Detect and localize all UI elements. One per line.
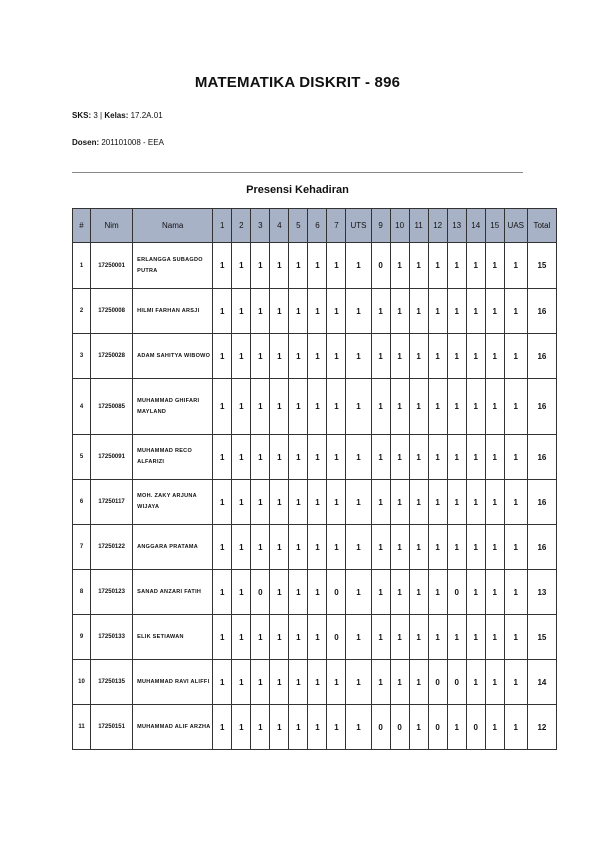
row-number: 10 (73, 660, 91, 705)
table-row (73, 379, 557, 435)
attendance-mark: 1 (447, 289, 466, 334)
attendance-mark: 1 (390, 379, 409, 435)
attendance-mark: 1 (232, 480, 251, 525)
attendance-mark: 1 (409, 435, 428, 480)
attendance-mark: 1 (428, 243, 447, 289)
attendance-mark: 1 (270, 525, 289, 570)
student-nim: 17250028 (91, 334, 133, 379)
attendance-mark: 1 (289, 615, 308, 660)
attendance-mark: 1 (251, 243, 270, 289)
student-nim: 17250091 (91, 435, 133, 480)
column-header: 7 (327, 209, 346, 243)
attendance-mark: 1 (371, 480, 390, 525)
student-name: MUHAMMAD RECO ALFARIZI (133, 435, 213, 480)
attendance-mark: 1 (409, 379, 428, 435)
attendance-mark: 1 (232, 334, 251, 379)
attendance-mark: 1 (447, 334, 466, 379)
attendance-mark: 1 (447, 379, 466, 435)
attendance-mark: 1 (327, 705, 346, 750)
attendance-mark: 1 (485, 705, 504, 750)
column-header: 13 (447, 209, 466, 243)
attendance-total: 16 (527, 334, 556, 379)
attendance-mark: 1 (371, 615, 390, 660)
attendance-mark: 1 (213, 525, 232, 570)
attendance-mark: 1 (232, 705, 251, 750)
attendance-mark: 1 (232, 570, 251, 615)
attendance-mark: 1 (289, 480, 308, 525)
attendance-mark: 1 (409, 334, 428, 379)
student-nim: 17250085 (91, 379, 133, 435)
attendance-mark: 1 (213, 334, 232, 379)
kelas-label: Kelas: (104, 111, 129, 120)
attendance-mark: 1 (346, 615, 371, 660)
attendance-mark: 1 (409, 615, 428, 660)
attendance-mark: 1 (308, 379, 327, 435)
table-row (73, 289, 557, 334)
student-name: ERLANGGA SUBAGDO PUTRA (133, 243, 213, 289)
table-row (73, 615, 557, 660)
column-header: 5 (289, 209, 308, 243)
attendance-mark: 1 (289, 379, 308, 435)
attendance-mark: 0 (371, 705, 390, 750)
attendance-mark: 1 (213, 570, 232, 615)
attendance-mark: 1 (466, 660, 485, 705)
page-title: MATEMATIKA DISKRIT - 896 (194, 74, 401, 91)
attendance-mark: 1 (390, 480, 409, 525)
table-row (73, 243, 557, 289)
attendance-mark: 1 (390, 435, 409, 480)
attendance-mark: 1 (289, 435, 308, 480)
attendance-mark: 1 (346, 660, 371, 705)
row-number: 8 (73, 570, 91, 615)
column-header: 9 (371, 209, 390, 243)
attendance-mark: 1 (447, 435, 466, 480)
dosen-label: Dosen: (72, 138, 100, 147)
attendance-mark: 1 (251, 379, 270, 435)
attendance-mark: 0 (390, 705, 409, 750)
attendance-mark: 1 (409, 480, 428, 525)
attendance-mark: 1 (466, 379, 485, 435)
student-name: ANGGARA PRATAMA (133, 525, 213, 570)
attendance-mark: 0 (447, 570, 466, 615)
attendance-mark: 1 (371, 525, 390, 570)
attendance-mark: 1 (504, 660, 527, 705)
attendance-mark: 1 (371, 435, 390, 480)
attendance-mark: 1 (251, 660, 270, 705)
attendance-mark: 1 (232, 379, 251, 435)
attendance-mark: 1 (308, 289, 327, 334)
student-nim: 17250151 (91, 705, 133, 750)
attendance-mark: 1 (251, 334, 270, 379)
attendance-mark: 1 (409, 705, 428, 750)
attendance-mark: 1 (346, 570, 371, 615)
attendance-mark: 1 (390, 525, 409, 570)
row-number: 5 (73, 435, 91, 480)
course-info (72, 111, 163, 120)
attendance-total: 15 (527, 243, 556, 289)
attendance-mark: 1 (371, 334, 390, 379)
attendance-mark: 1 (466, 525, 485, 570)
attendance-mark: 1 (213, 705, 232, 750)
attendance-mark: 1 (346, 289, 371, 334)
sks-value: 3 (93, 111, 98, 120)
attendance-mark: 1 (409, 570, 428, 615)
attendance-mark: 1 (466, 334, 485, 379)
attendance-mark: 0 (466, 705, 485, 750)
attendance-mark: 1 (251, 615, 270, 660)
attendance-mark: 0 (327, 570, 346, 615)
attendance-mark: 1 (428, 435, 447, 480)
attendance-mark: 1 (270, 334, 289, 379)
attendance-mark: 1 (371, 660, 390, 705)
attendance-mark: 1 (270, 570, 289, 615)
attendance-mark: 1 (447, 480, 466, 525)
attendance-mark: 1 (390, 289, 409, 334)
attendance-mark: 1 (390, 660, 409, 705)
column-header: 15 (485, 209, 504, 243)
attendance-mark: 1 (232, 525, 251, 570)
attendance-mark: 1 (428, 570, 447, 615)
attendance-mark: 1 (485, 525, 504, 570)
attendance-mark: 1 (346, 525, 371, 570)
column-header: Nama (133, 209, 213, 243)
student-nim: 17250133 (91, 615, 133, 660)
attendance-mark: 1 (270, 660, 289, 705)
attendance-mark: 1 (308, 705, 327, 750)
attendance-mark: 1 (232, 435, 251, 480)
attendance-mark: 1 (485, 660, 504, 705)
attendance-mark: 1 (213, 435, 232, 480)
separator: | (100, 111, 103, 120)
attendance-mark: 1 (504, 289, 527, 334)
attendance-mark: 1 (232, 660, 251, 705)
attendance-mark: 1 (270, 243, 289, 289)
attendance-mark: 1 (232, 615, 251, 660)
attendance-mark: 1 (504, 435, 527, 480)
student-name: ELIK SETIAWAN (133, 615, 213, 660)
attendance-mark: 0 (371, 243, 390, 289)
attendance-mark: 1 (251, 289, 270, 334)
column-header: 3 (251, 209, 270, 243)
column-header: UAS (504, 209, 527, 243)
attendance-mark: 1 (308, 435, 327, 480)
kelas-value: 17.2A.01 (130, 111, 163, 120)
attendance-mark: 1 (346, 243, 371, 289)
student-name: MOH. ZAKY ARJUNA WIJAYA (133, 480, 213, 525)
student-nim: 17250122 (91, 525, 133, 570)
attendance-mark: 1 (428, 480, 447, 525)
student-name: MUHAMMAD GHIFARI MAYLAND (133, 379, 213, 435)
attendance-mark: 1 (308, 570, 327, 615)
attendance-mark: 1 (270, 379, 289, 435)
attendance-mark: 1 (213, 660, 232, 705)
attendance-mark: 0 (428, 660, 447, 705)
student-name: HILMI FARHAN ARSJI (133, 289, 213, 334)
attendance-mark: 1 (213, 615, 232, 660)
section-title: Presensi Kehadiran (246, 184, 349, 196)
attendance-mark: 1 (409, 289, 428, 334)
attendance-mark: 1 (390, 243, 409, 289)
attendance-mark: 1 (485, 379, 504, 435)
attendance-mark: 1 (251, 480, 270, 525)
attendance-mark: 1 (270, 480, 289, 525)
attendance-mark: 1 (504, 525, 527, 570)
attendance-mark: 1 (447, 615, 466, 660)
student-name: SANAD ANZARI FATIH (133, 570, 213, 615)
attendance-mark: 1 (447, 525, 466, 570)
attendance-mark: 1 (327, 334, 346, 379)
attendance-mark: 1 (485, 435, 504, 480)
row-number: 2 (73, 289, 91, 334)
attendance-mark: 1 (213, 243, 232, 289)
attendance-mark: 1 (428, 525, 447, 570)
row-number: 1 (73, 243, 91, 289)
attendance-mark: 1 (346, 705, 371, 750)
attendance-mark: 1 (504, 615, 527, 660)
attendance-mark: 1 (346, 480, 371, 525)
attendance-mark: 1 (270, 615, 289, 660)
attendance-total: 16 (527, 379, 556, 435)
attendance-mark: 1 (390, 334, 409, 379)
attendance-mark: 1 (308, 243, 327, 289)
column-header: 4 (270, 209, 289, 243)
attendance-mark: 1 (289, 289, 308, 334)
attendance-mark: 1 (270, 435, 289, 480)
attendance-mark: 1 (466, 570, 485, 615)
attendance-mark: 1 (485, 570, 504, 615)
attendance-total: 16 (527, 525, 556, 570)
attendance-mark: 0 (251, 570, 270, 615)
row-number: 11 (73, 705, 91, 750)
attendance-mark: 1 (371, 379, 390, 435)
attendance-mark: 1 (409, 525, 428, 570)
attendance-mark: 1 (289, 243, 308, 289)
attendance-mark: 1 (327, 243, 346, 289)
attendance-total: 16 (527, 480, 556, 525)
divider (72, 172, 523, 173)
attendance-mark: 1 (346, 334, 371, 379)
dosen-value: 201101008 - EEA (101, 138, 164, 147)
column-header: Total (527, 209, 556, 243)
attendance-mark: 1 (289, 570, 308, 615)
attendance-mark: 1 (289, 525, 308, 570)
column-header: 2 (232, 209, 251, 243)
attendance-mark: 1 (504, 379, 527, 435)
attendance-mark: 1 (346, 379, 371, 435)
attendance-mark: 1 (447, 705, 466, 750)
attendance-mark: 1 (232, 243, 251, 289)
attendance-mark: 1 (485, 334, 504, 379)
student-nim: 17250135 (91, 660, 133, 705)
attendance-mark: 0 (447, 660, 466, 705)
attendance-mark: 1 (466, 243, 485, 289)
attendance-mark: 1 (428, 289, 447, 334)
column-header: 1 (213, 209, 232, 243)
attendance-mark: 1 (308, 660, 327, 705)
student-name: MUHAMMAD RAVI ALIFFI (133, 660, 213, 705)
attendance-mark: 1 (327, 435, 346, 480)
attendance-mark: 1 (213, 480, 232, 525)
attendance-mark: 1 (485, 243, 504, 289)
attendance-mark: 1 (251, 525, 270, 570)
attendance-total: 12 (527, 705, 556, 750)
attendance-mark: 1 (428, 615, 447, 660)
table-row (73, 525, 557, 570)
row-number: 9 (73, 615, 91, 660)
attendance-mark: 1 (308, 615, 327, 660)
row-number: 4 (73, 379, 91, 435)
column-header: 14 (466, 209, 485, 243)
attendance-mark: 1 (466, 435, 485, 480)
attendance-mark: 1 (466, 480, 485, 525)
student-nim: 17250008 (91, 289, 133, 334)
student-name: ADAM SAHITYA WIBOWO (133, 334, 213, 379)
student-nim: 17250123 (91, 570, 133, 615)
row-number: 6 (73, 480, 91, 525)
lecturer-info (72, 138, 164, 147)
attendance-mark: 1 (371, 570, 390, 615)
attendance-total: 13 (527, 570, 556, 615)
attendance-mark: 1 (251, 705, 270, 750)
attendance-mark: 1 (485, 289, 504, 334)
attendance-mark: 1 (327, 379, 346, 435)
attendance-total: 16 (527, 435, 556, 480)
attendance-table (72, 208, 557, 750)
sks-label: SKS: (72, 111, 92, 120)
attendance-mark: 1 (327, 660, 346, 705)
attendance-mark: 1 (213, 379, 232, 435)
table-row (73, 480, 557, 525)
attendance-mark: 1 (504, 570, 527, 615)
attendance-mark: 1 (485, 615, 504, 660)
attendance-mark: 1 (466, 615, 485, 660)
column-header: 10 (390, 209, 409, 243)
attendance-mark: 1 (466, 289, 485, 334)
attendance-mark: 0 (327, 615, 346, 660)
attendance-total: 15 (527, 615, 556, 660)
attendance-mark: 1 (308, 334, 327, 379)
attendance-mark: 1 (428, 379, 447, 435)
attendance-mark: 1 (270, 289, 289, 334)
attendance-mark: 1 (308, 525, 327, 570)
attendance-mark: 1 (504, 243, 527, 289)
attendance-mark: 1 (428, 334, 447, 379)
table-row (73, 435, 557, 480)
table-row (73, 705, 557, 750)
row-number: 7 (73, 525, 91, 570)
attendance-mark: 1 (390, 615, 409, 660)
column-header: UTS (346, 209, 371, 243)
attendance-mark: 1 (504, 334, 527, 379)
attendance-mark: 1 (251, 435, 270, 480)
column-header: # (73, 209, 91, 243)
column-header: Nim (91, 209, 133, 243)
attendance-mark: 1 (232, 289, 251, 334)
column-header: 6 (308, 209, 327, 243)
attendance-mark: 1 (213, 289, 232, 334)
table-body (73, 243, 557, 750)
table-row (73, 660, 557, 705)
attendance-mark: 1 (346, 435, 371, 480)
attendance-mark: 1 (371, 289, 390, 334)
attendance-total: 16 (527, 289, 556, 334)
attendance-mark: 1 (289, 705, 308, 750)
attendance-mark: 1 (327, 480, 346, 525)
student-name: MUHAMMAD ALIF ARZHA (133, 705, 213, 750)
attendance-mark: 1 (504, 705, 527, 750)
attendance-mark: 1 (289, 660, 308, 705)
student-nim: 17250117 (91, 480, 133, 525)
attendance-mark: 1 (327, 289, 346, 334)
table-header-row (73, 209, 557, 243)
row-number: 3 (73, 334, 91, 379)
attendance-mark: 1 (409, 243, 428, 289)
table-row (73, 570, 557, 615)
column-header: 11 (409, 209, 428, 243)
attendance-mark: 1 (289, 334, 308, 379)
table-row (73, 334, 557, 379)
attendance-mark: 1 (409, 660, 428, 705)
student-nim: 17250001 (91, 243, 133, 289)
attendance-total: 14 (527, 660, 556, 705)
attendance-mark: 0 (428, 705, 447, 750)
attendance-mark: 1 (308, 480, 327, 525)
attendance-mark: 1 (327, 525, 346, 570)
attendance-mark: 1 (270, 705, 289, 750)
attendance-mark: 1 (504, 480, 527, 525)
attendance-mark: 1 (447, 243, 466, 289)
column-header: 12 (428, 209, 447, 243)
attendance-mark: 1 (390, 570, 409, 615)
attendance-mark: 1 (485, 480, 504, 525)
